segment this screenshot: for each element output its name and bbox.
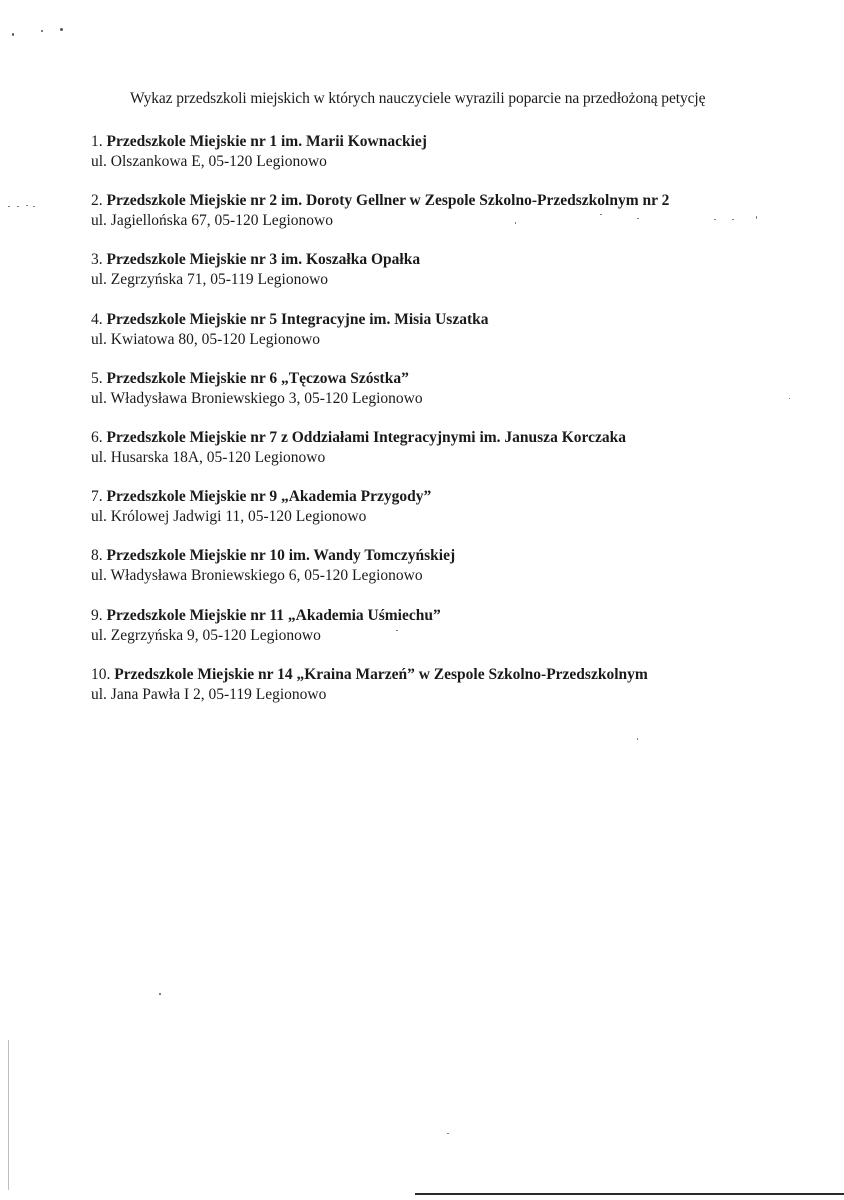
list-item [91, 250, 811, 309]
preschool-name: Przedszkole Miejskie nr 3 im. Koszałka Opałka [106, 251, 421, 269]
entry-number: 4. [91, 310, 103, 328]
preschool-list [91, 132, 811, 724]
scan-speck [12, 33, 14, 36]
preschool-name: Przedszkole Miejskie nr 10 im. Wandy Tomczyńskiej [106, 547, 456, 565]
preschool-name-line [91, 191, 811, 211]
preschool-address: ul. Husarska 18A, 05-120 Legionowo [91, 448, 326, 466]
entry-number: 5. [91, 369, 103, 387]
preschool-name: Przedszkole Miejskie nr 5 Integracyjne im. Misia Uszatka [106, 310, 489, 328]
document-title: Wykaz przedszkoli miejskich w których nauczyciele wyrazili poparcie na przedłożoną petycję [130, 90, 706, 107]
entry-number: 10. [91, 665, 111, 683]
preschool-name-line [91, 310, 811, 330]
entry-number: 3. [91, 251, 103, 269]
scan-speck [8, 206, 10, 207]
scan-edge-line [8, 1040, 9, 1190]
preschool-name: Przedszkole Miejskie nr 2 im. Doroty Gellner w Zespole Szkolno-Przedszkolnym nr 2 [106, 192, 670, 210]
scan-speck [17, 206, 19, 207]
preschool-name: Przedszkole Miejskie nr 9 „Akademia Przygody” [106, 488, 432, 506]
preschool-name-line [91, 606, 811, 626]
list-item [91, 665, 811, 724]
entry-number: 1. [91, 133, 103, 150]
preschool-address: ul. Zegrzyńska 9, 05-120 Legionowo [91, 626, 321, 644]
scan-speck [60, 28, 63, 31]
preschool-name: Przedszkole Miejskie nr 7 z Oddziałami Integracyjnymi im. Janusza Korczaka [106, 428, 626, 446]
preschool-name-line [91, 132, 811, 152]
scan-speck [637, 738, 638, 740]
scan-speck [732, 219, 734, 220]
scan-speck [26, 205, 28, 206]
scan-speck [637, 218, 639, 219]
scan-speck [515, 222, 516, 224]
list-item [91, 487, 811, 546]
preschool-address: ul. Władysława Broniewskiego 6, 05-120 Legionowo [91, 567, 423, 585]
preschool-name-line [91, 665, 811, 685]
scan-speck [396, 630, 398, 631]
entry-number: 9. [91, 606, 103, 624]
preschool-address: ul. Kwiatowa 80, 05-120 Legionowo [91, 330, 321, 348]
preschool-address: ul. Zegrzyńska 71, 05-119 Legionowo [91, 271, 329, 289]
list-item [91, 132, 811, 191]
preschool-name-line [91, 546, 811, 566]
preschool-address: ul. Jagiellońska 67, 05-120 Legionowo [91, 212, 333, 230]
preschool-name-line [91, 369, 811, 389]
scan-bottom-edge [415, 1193, 844, 1195]
list-item [91, 546, 811, 605]
entry-number: 7. [91, 488, 103, 506]
list-item [91, 310, 811, 369]
scan-speck [159, 993, 161, 995]
preschool-name: Przedszkole Miejskie nr 14 „Kraina Marzeń” w Zespole Szkolno-Przedszkolnym [114, 665, 648, 683]
preschool-name-line [91, 428, 811, 448]
scan-speck [33, 206, 35, 207]
entry-number: 6. [91, 428, 103, 446]
scan-speck [41, 30, 43, 32]
preschool-address: ul. Królowej Jadwigi 11, 05-120 Legionowo [91, 508, 367, 526]
list-item [91, 606, 811, 665]
preschool-address: ul. Jana Pawła I 2, 05-119 Legionowo [91, 685, 327, 703]
preschool-name: Przedszkole Miejskie nr 1 im. Marii Kownackiej [106, 133, 427, 150]
scan-speck [714, 219, 716, 220]
preschool-name: Przedszkole Miejskie nr 11 „Akademia Uśmiechu” [106, 606, 441, 624]
preschool-name-line [91, 250, 811, 270]
preschool-name-line [91, 487, 811, 507]
entry-number: 2. [91, 192, 103, 210]
scan-speck [600, 214, 602, 215]
preschool-address: ul. Władysława Broniewskiego 3, 05-120 Legionowo [91, 389, 423, 407]
preschool-name: Przedszkole Miejskie nr 6 „Tęczowa Szóstka” [106, 369, 409, 387]
scan-speck [756, 216, 757, 219]
entry-number: 8. [91, 547, 103, 565]
scan-speck [789, 398, 790, 399]
scan-speck [447, 1133, 449, 1134]
list-item [91, 369, 811, 428]
list-item [91, 428, 811, 487]
list-item [91, 191, 811, 250]
preschool-address: ul. Olszankowa E, 05-120 Legionowo [91, 153, 327, 170]
